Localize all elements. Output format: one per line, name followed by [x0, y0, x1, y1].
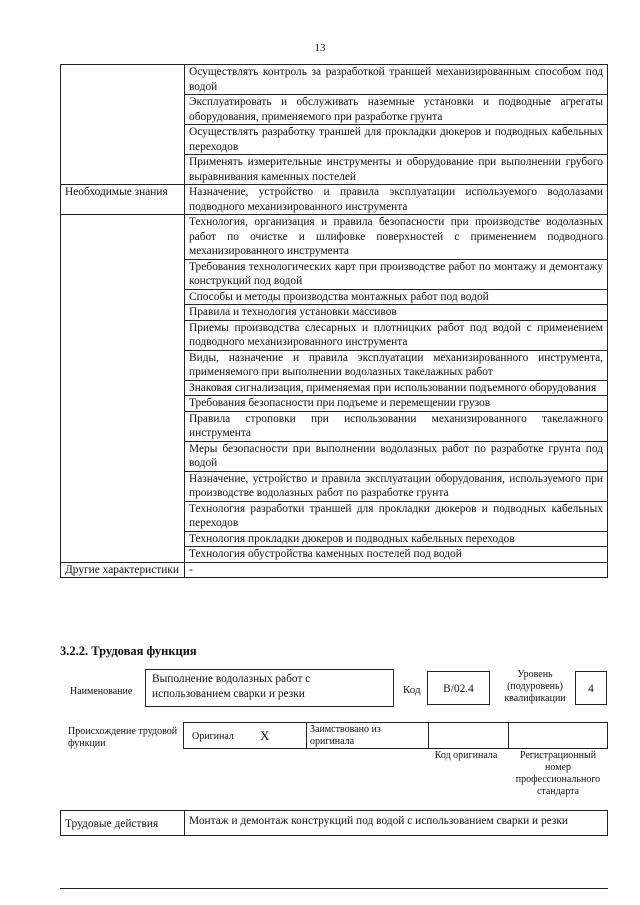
original-label: Оригинал — [192, 731, 234, 742]
row-category — [61, 471, 185, 501]
row-text: Правила и технология установки массивов — [185, 305, 608, 321]
name-label: Наименование — [70, 686, 133, 697]
code-label: Код — [403, 684, 421, 696]
table-row — [61, 547, 608, 563]
page-number: 13 — [314, 42, 326, 54]
row-category: Другие характеристики — [61, 562, 185, 578]
row-category — [61, 350, 185, 380]
row-text: Технология обустройства каменных постелей под водой — [185, 547, 608, 563]
row-category — [61, 125, 185, 155]
table-row — [61, 531, 608, 547]
actions-table — [60, 810, 608, 836]
row-category — [61, 305, 185, 321]
function-name-value: Выполнение водолазных работ с использованием сварки и резки — [152, 673, 311, 700]
table-row — [61, 289, 608, 305]
row-category — [61, 155, 185, 185]
section-heading: 3.2.2. Трудовая функция — [60, 644, 197, 658]
row-text: Применять измерительные инструменты и оборудование при выполнении грубого выравнивания каменных постелей — [185, 155, 608, 185]
row-text: Назначение, устройство и правила эксплуатации оборудования, используемого при производстве водолазных работ по разработке грунта — [185, 471, 608, 501]
table-row — [61, 811, 608, 836]
table-row — [61, 155, 608, 185]
level-label: Уровень (подуровень) квалификации — [504, 669, 566, 704]
level-value: 4 — [575, 671, 607, 705]
table-row — [61, 320, 608, 350]
borrowed-label: Заимствовано из оригинала — [310, 724, 381, 747]
table-row — [61, 125, 608, 155]
row-text: Технология прокладки дюкеров и подводных кабельных переходов — [185, 531, 608, 547]
table-row — [61, 396, 608, 412]
bottom-rule — [60, 888, 608, 889]
row-category — [61, 396, 185, 412]
row-category — [61, 441, 185, 471]
table-row — [61, 95, 608, 125]
row-category — [61, 547, 185, 563]
row-category — [61, 411, 185, 441]
table-row — [61, 501, 608, 531]
row-text: Назначение, устройство и правила эксплуатации используемого водолазами подводного механизированного инструмента — [185, 185, 608, 215]
row-text: Правила строповки при использовании механизированного такелажного инструмента — [185, 411, 608, 441]
original-mark: X — [260, 728, 270, 743]
actions-label: Трудовые действия — [61, 811, 185, 836]
table-row — [61, 65, 608, 95]
origin-label: Происхождение трудовой функции — [68, 726, 178, 749]
knowledge-table — [60, 64, 608, 578]
row-text: Осуществлять контроль за разработкой траншей механизированным способом под водой — [185, 65, 608, 95]
table-row — [61, 380, 608, 396]
row-text: Эксплуатировать и обслуживать наземные установки и подводные агрегаты оборудования, применяемого при разработке грунта — [185, 95, 608, 125]
table-row — [61, 441, 608, 471]
row-text: Приемы производства слесарных и плотницких работ под водой с применением подводного механизированного инструмента — [185, 320, 608, 350]
table-row — [61, 411, 608, 441]
row-category — [61, 380, 185, 396]
row-text: Осуществлять разработку траншей для прокладки дюкеров и подводных кабельных переходов — [185, 125, 608, 155]
row-text: Требования безопасности при подъеме и перемещении грузов — [185, 396, 608, 412]
row-text: Технология, организация и правила безопасности при производстве водолазных работ по очистке и шлифовке поверхностей с применением подводного механизированного инструмента — [185, 215, 608, 260]
table-row — [61, 305, 608, 321]
actions-first-value: Монтаж и демонтаж конструкций под водой с использованием сварки и резки — [185, 811, 608, 836]
row-text: Технология разработки траншей для прокладки дюкеров и подводных кабельных переходов — [185, 501, 608, 531]
code-original-caption: Код оригинала — [434, 750, 498, 761]
row-category — [61, 215, 185, 260]
table-row — [61, 350, 608, 380]
table-row — [61, 562, 608, 578]
row-text: Меры безопасности при выполнении водолазных работ по разработке грунта под водой — [185, 441, 608, 471]
row-category — [61, 259, 185, 289]
row-category — [61, 320, 185, 350]
row-text: - — [185, 562, 608, 578]
row-text: Знаковая сигнализация, применяемая при использовании подъемного оборудования — [185, 380, 608, 396]
row-text: Виды, назначение и правила эксплуатации механизированного инструмента, применяемого при выполнении водолазных такелажных работ — [185, 350, 608, 380]
row-text: Требования технологических карт при производстве работ по монтажу и демонтажу конструкций под водой — [185, 259, 608, 289]
row-category — [61, 531, 185, 547]
code-original-cell — [428, 723, 509, 748]
row-text: Способы и методы производства монтажных работ под водой — [185, 289, 608, 305]
table-row — [61, 215, 608, 260]
table-row — [61, 185, 608, 215]
reg-number-caption: Регистрационный номер профессионального стандарта — [515, 750, 601, 797]
row-category: Необходимые знания — [61, 185, 185, 215]
table-row — [61, 259, 608, 289]
row-category — [61, 95, 185, 125]
row-category — [61, 501, 185, 531]
function-name-box — [145, 669, 394, 707]
row-category — [61, 65, 185, 95]
table-row — [61, 471, 608, 501]
row-category — [61, 289, 185, 305]
code-value: B/02.4 — [427, 671, 490, 705]
origin-boxes — [183, 722, 608, 749]
